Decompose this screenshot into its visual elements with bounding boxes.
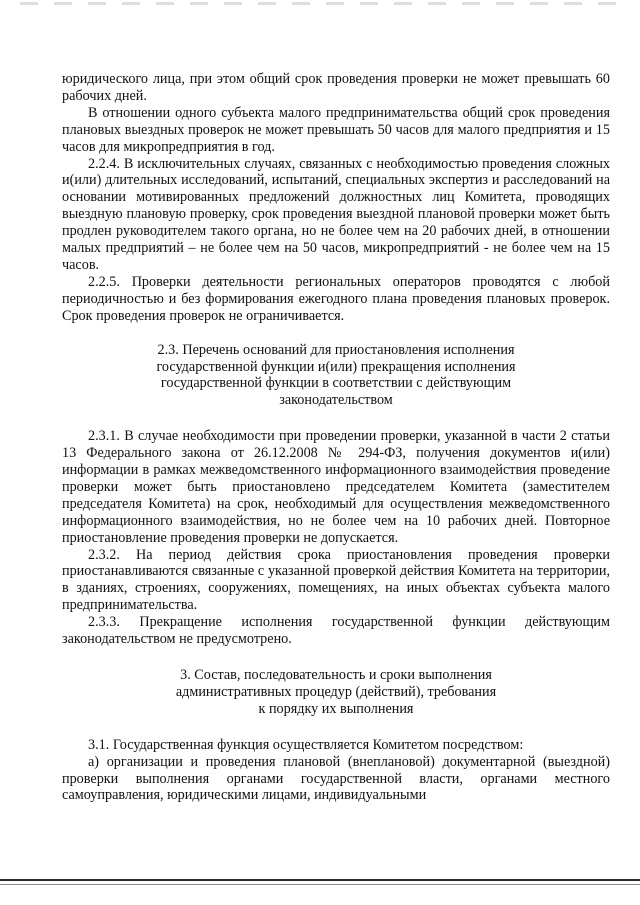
section-heading-2-3 [62, 342, 610, 410]
heading-line: административных процедур (действий), требования [175, 683, 497, 700]
paragraph-2-3-2: 2.3.2. На период действия срока приостановления проведения проверки приостанавливаются связанные с указанной проверкой действия Комитета на территории, в зданиях, строениях, сооружениях, помещениях, на иных объектах субъекта малого предпринимательства. [62, 546, 610, 614]
heading-line: законодательством [279, 392, 393, 409]
heading-line: 2.3. Перечень оснований для приостановления исполнения [157, 341, 515, 358]
paragraph-2-2-5: 2.2.5. Проверки деятельности региональных операторов проводятся с любой периодичностью и без формирования ежегодного плана проведения плановых проверок. Срок проведения проверок не ограничивается. [62, 273, 610, 324]
heading-line: государственной функции в соответствии с действующим [160, 375, 512, 392]
section-heading-3 [62, 667, 610, 718]
paragraph-2-3-3: 2.3.3. Прекращение исполнения государственной функции действующим законодательством не предусмотрено. [62, 614, 610, 648]
paragraph-2-2-4: 2.2.4. В исключительных случаях, связанных с необходимостью проведения сложных и(или) длительных исследований, испытаний, специальных экспертиз и расследований на основании мотивированных предложений должностных лиц Комитета, проводящих выездную плановую проверку, срок проведения выездной плановой проверки может быть продлен руководителем такого органа, но не более чем на 20 рабочих дней, в отношении малых предприятий – не более чем на 50 часов, микропредприятий - не более чем на 15 часов. [62, 155, 610, 273]
paragraph-small-business: В отношении одного субъекта малого предпринимательства общий срок проведения плановых выездных проверок не может превышать 50 часов для малого предприятия и 15 часов для микропредприятия в год. [62, 104, 610, 155]
paragraph-continuation: юридического лица, при этом общий срок проведения проверки не может превышать 60 рабочих дней. [62, 71, 610, 104]
paragraph-2-3-1: 2.3.1. В случае необходимости при проведении проверки, указанной в части 2 статьи 13 Федерального закона от 26.12.2008 № 294-ФЗ, получения документов и(или) информации в рамках межведомственного информационного взаимодействия проведение проверки может быть приостановлено председателем Комитета (заместителем председателя Комитета) на срок, необходимый для осуществления межведомственного информационного взаимодействия, но не более чем на 10 рабочих дней. Повторное приостановление проведения проверки не допускается. [62, 428, 610, 546]
heading-line: 3. Состав, последовательность и сроки выполнения [180, 667, 492, 683]
document-body [62, 71, 610, 804]
scan-bottom-border-shadow [0, 884, 640, 885]
heading-line: к порядку их выполнения [258, 700, 414, 717]
paragraph-3-1: 3.1. Государственная функция осуществляется Комитетом посредством: [88, 736, 524, 753]
paragraph-3-1-a: а) организации и проведения плановой (внеплановой) документарной (выездной) проверки выполнения органами государственной власти, органами местного самоуправления, юридическими лицами, индивидуальными [62, 753, 610, 804]
scan-edge-marks [20, 2, 620, 5]
scan-bottom-border [0, 879, 640, 881]
heading-line: государственной функции и(или) прекращения исполнения [156, 358, 516, 375]
